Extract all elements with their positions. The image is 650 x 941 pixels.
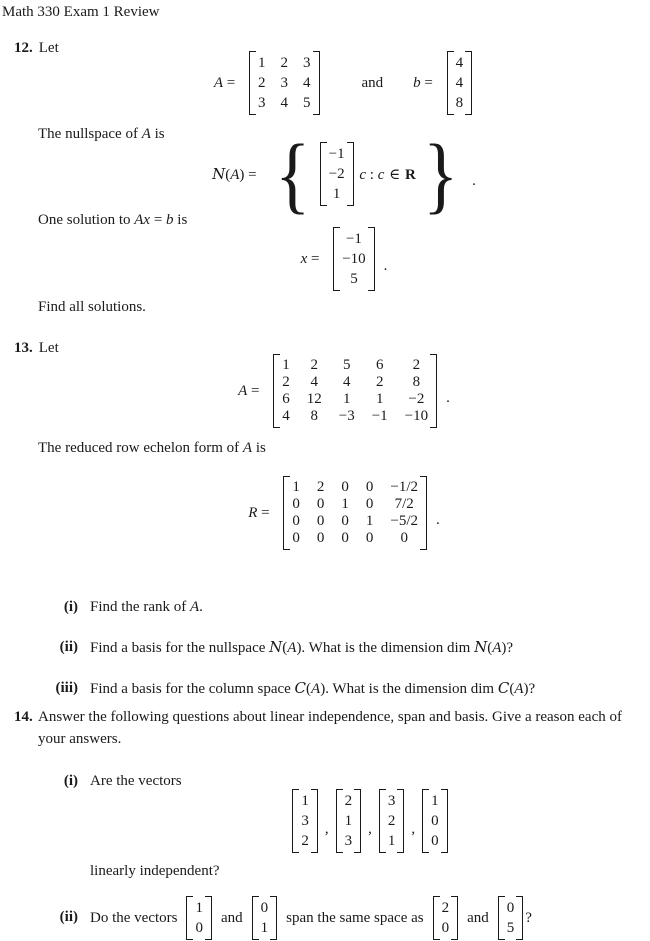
matrix-cell: 0 — [365, 479, 374, 495]
text-run: ( — [282, 640, 288, 656]
matrix-cell: 0 — [292, 513, 300, 529]
matrix-cell: 5 — [506, 920, 515, 936]
text-run: A — [213, 75, 224, 91]
equation-14-vectors — [90, 786, 650, 856]
set-condition — [356, 164, 416, 185]
vector-separator-comma: , — [411, 821, 416, 837]
matrix-cell: 2 — [344, 793, 353, 809]
item-i-text — [90, 597, 650, 617]
left-curly-brace: { — [275, 126, 311, 222]
text-run: A — [141, 126, 151, 142]
math-lhs-R — [248, 503, 273, 523]
text-run: ). What is the dimension dim — [320, 681, 498, 697]
matrix-cell: 1 — [258, 55, 266, 71]
matrix-cell: 1 — [375, 391, 384, 407]
equation-12-A-and-b — [38, 48, 650, 118]
matrix-cell: −2 — [328, 166, 345, 182]
linearly-independent-question: linearly independent? — [90, 863, 220, 879]
nullspace-basis-vector — [320, 142, 354, 206]
vector-separator-comma: , — [324, 821, 329, 837]
text-run: = — [420, 75, 437, 91]
text-run: ) = — [239, 166, 261, 183]
math-lhs-A — [238, 381, 263, 401]
matrix-cell: 12 — [306, 391, 322, 407]
problem-14-number: 14. — [14, 709, 33, 725]
matrix-cell: 4 — [342, 374, 351, 390]
matrix-cell: 4 — [455, 55, 464, 71]
matrix-cell: 8 — [455, 95, 464, 111]
equation-13-A — [38, 350, 650, 432]
equation-period: . — [446, 390, 450, 406]
matrix-cell: 8 — [310, 408, 318, 424]
matrix-cell: −1 — [328, 146, 345, 162]
matrix-cell: 5 — [350, 271, 358, 287]
text-run: = — [307, 251, 324, 267]
span-question-text-1: Do the vectors — [90, 910, 178, 926]
text-run: A — [311, 681, 321, 697]
text-run: The reduced row echelon form of — [38, 440, 243, 456]
math-lhs-b — [413, 73, 436, 93]
vector-b-12 — [447, 51, 473, 115]
text-run: ( — [487, 640, 493, 656]
text-run: ( — [509, 681, 515, 697]
matrix-cell: 1 — [301, 793, 309, 809]
vector-3 — [379, 789, 405, 853]
matrix-cell: 0 — [400, 530, 408, 546]
matrix-cell: 7/2 — [394, 496, 414, 512]
text-run: C — [497, 679, 510, 697]
text-run: A — [287, 640, 297, 656]
matrix-cell: 1 — [365, 513, 374, 529]
span-question-and-1: and — [220, 910, 243, 926]
matrix-cell: −10 — [404, 408, 429, 424]
matrix-cell: 4 — [310, 374, 318, 390]
problem-14-item-ii — [38, 896, 650, 940]
text-run: is — [150, 126, 165, 142]
vector-separator-comma: , — [368, 821, 372, 837]
rref-sentence — [38, 438, 266, 458]
matrix-cell: 0 — [341, 479, 349, 495]
matrix-cell: 4 — [455, 75, 464, 91]
matrix-cell: 4 — [282, 408, 290, 424]
problem-13-item-i — [38, 597, 650, 617]
text-run: A — [242, 440, 253, 456]
matrix-cell: 3 — [280, 75, 288, 91]
text-run: R — [405, 166, 416, 183]
vector-1 — [292, 789, 318, 853]
matrix-cell: 8 — [412, 374, 421, 390]
equation-period: . — [436, 512, 440, 528]
matrix-cell: 2 — [412, 357, 421, 373]
matrix-cell: 1 — [387, 833, 396, 849]
text-run: = — [247, 383, 264, 399]
matrix-cell: 2 — [301, 833, 309, 849]
matrix-cell: 2 — [387, 813, 396, 829]
matrix-cell: 4 — [280, 95, 288, 111]
text-run: A — [492, 640, 502, 656]
matrix-cell: 1 — [260, 920, 269, 936]
matrix-cell: 3 — [303, 55, 311, 71]
text-run: b — [166, 212, 174, 228]
matrix-cell: 2 — [375, 374, 384, 390]
inline-vector-0-1 — [252, 896, 278, 940]
matrix-cell: 0 — [431, 813, 439, 829]
problem-13-item-iii — [38, 678, 650, 699]
matrix-cell: 0 — [292, 530, 300, 546]
matrix-cell: 1 — [195, 900, 203, 916]
problem-12-number: 12. — [14, 40, 33, 56]
matrix-cell: 0 — [341, 513, 349, 529]
matrix-cell: 0 — [441, 920, 450, 936]
matrix-cell: 0 — [292, 496, 300, 512]
text-run: ( — [225, 166, 231, 183]
text-run: A — [238, 383, 248, 399]
question-mark: ? — [525, 910, 532, 926]
text-run: . — [199, 599, 203, 615]
matrix-cell: 5 — [303, 95, 311, 111]
matrix-cell: −3 — [338, 408, 355, 424]
item-label-i: (i) — [63, 599, 78, 615]
inline-vector-2-0 — [433, 896, 459, 940]
text-run: is — [173, 212, 188, 228]
text-run: The nullspace of — [38, 126, 142, 142]
matrix-cell: 1 — [344, 813, 353, 829]
text-run: c — [359, 166, 367, 183]
matrix-R-13 — [283, 476, 427, 550]
item-i-lead: Are the vectors — [90, 773, 182, 789]
text-run: A — [230, 166, 240, 183]
text-run: Find a basis for the nullspace — [90, 640, 270, 656]
problem-13-intro: Let — [38, 340, 59, 356]
conjunction-and: and — [361, 75, 384, 91]
matrix-cell: 5 — [342, 357, 351, 373]
text-run: b — [413, 75, 421, 91]
text-run: N — [474, 638, 488, 656]
text-run: ). What is the dimension dim — [296, 640, 475, 656]
matrix-cell: 3 — [344, 833, 353, 849]
matrix-cell: 2 — [258, 75, 266, 91]
matrix-cell: 0 — [260, 900, 269, 916]
problem-14-paragraph — [14, 706, 644, 750]
find-all-solutions-text: Find all solutions. — [38, 299, 146, 315]
matrix-cell: 3 — [258, 95, 266, 111]
matrix-cell: 0 — [316, 530, 325, 546]
matrix-cell: −2 — [408, 391, 425, 407]
item-label-i: (i) — [63, 773, 78, 789]
right-curly-brace: } — [422, 126, 459, 222]
problem-14-intro: Answer the following questions about linear independence, span and basis. Give a reason each of your answers. — [38, 709, 622, 747]
item-ii-text — [90, 637, 650, 658]
equation-period: . — [472, 173, 476, 189]
problem-13-number: 13. — [14, 340, 33, 356]
vector-2 — [336, 789, 362, 853]
matrix-cell: 0 — [316, 513, 325, 529]
text-run: R — [248, 505, 258, 521]
item-ii-line — [90, 896, 650, 940]
matrix-cell: 1 — [292, 479, 300, 495]
matrix-A-13 — [273, 354, 437, 428]
text-run: )? — [501, 640, 514, 656]
equation-12-particular-solution — [38, 226, 650, 292]
matrix-cell: −1/2 — [390, 479, 419, 495]
text-run: N — [212, 164, 226, 183]
matrix-cell: 0 — [341, 530, 349, 546]
matrix-cell: 6 — [375, 357, 384, 373]
text-run: A — [189, 599, 200, 615]
rref-sentence-text — [38, 440, 266, 456]
matrix-cell: 2 — [282, 374, 290, 390]
matrix-cell: 4 — [303, 75, 311, 91]
matrix-cell: 2 — [441, 900, 450, 916]
text-run: )? — [523, 681, 536, 697]
text-run: = — [223, 75, 239, 91]
matrix-cell: 2 — [280, 55, 288, 71]
matrix-cell: −1 — [371, 408, 388, 424]
item-label-ii: (ii) — [59, 639, 78, 655]
matrix-cell: 1 — [282, 357, 290, 373]
span-question-and-2: and — [467, 910, 489, 926]
matrix-cell: −1 — [345, 231, 362, 247]
matrix-cell: 0 — [365, 496, 374, 512]
matrix-cell: 0 — [195, 920, 203, 936]
equation-period: . — [383, 258, 388, 274]
text-run: ( — [306, 681, 312, 697]
matrix-cell: 0 — [431, 833, 439, 849]
matrix-cell: 0 — [365, 530, 374, 546]
solution-vector-x — [333, 227, 374, 291]
matrix-cell: 1 — [341, 496, 349, 512]
inline-vector-1-0 — [186, 896, 212, 940]
text-run: Find the rank of — [90, 599, 190, 615]
item-iii-text — [90, 678, 650, 699]
matrix-cell: 1 — [342, 391, 351, 407]
text-run: : — [366, 166, 378, 183]
matrix-cell: 2 — [316, 479, 325, 495]
matrix-cell: 1 — [431, 793, 439, 809]
math-lhs-x — [301, 249, 324, 269]
matrix-cell: −10 — [342, 251, 366, 267]
vector-4 — [422, 789, 448, 853]
item-label-iii: (iii) — [55, 680, 78, 696]
problem-13-item-ii — [38, 637, 650, 658]
matrix-cell: 3 — [301, 813, 309, 829]
text-run: One solution to — [38, 212, 135, 228]
text-run: c — [377, 166, 385, 183]
page-title: Math 330 Exam 1 Review — [2, 4, 160, 20]
text-run: Find a basis for the column space — [90, 681, 295, 697]
matrix-cell: 6 — [282, 391, 290, 407]
text-run: A — [514, 681, 524, 697]
text-run: Ax — [134, 212, 151, 228]
inline-vector-0-5 — [498, 896, 524, 940]
math-lhs-A — [214, 73, 239, 93]
item-label-ii: (ii) — [59, 909, 78, 925]
text-run: = — [150, 212, 167, 228]
text-run: is — [252, 440, 266, 456]
matrix-cell: −5/2 — [390, 513, 419, 529]
text-run: ∈ — [384, 164, 406, 183]
span-question-text-2: span the same space as — [286, 910, 424, 926]
matrix-A-12 — [249, 51, 320, 115]
text-run: = — [257, 505, 274, 521]
text-run: x — [300, 251, 308, 267]
text-run: N — [269, 638, 283, 656]
matrix-cell: 3 — [387, 793, 396, 809]
matrix-cell: 0 — [506, 900, 515, 916]
text-run: C — [294, 679, 307, 697]
problem-12-intro: Let — [38, 40, 59, 56]
matrix-cell: 1 — [332, 186, 341, 202]
matrix-cell: 0 — [316, 496, 325, 512]
equation-13-R — [38, 472, 650, 554]
matrix-cell: 2 — [310, 357, 318, 373]
math-lhs-nullspace — [212, 164, 260, 185]
